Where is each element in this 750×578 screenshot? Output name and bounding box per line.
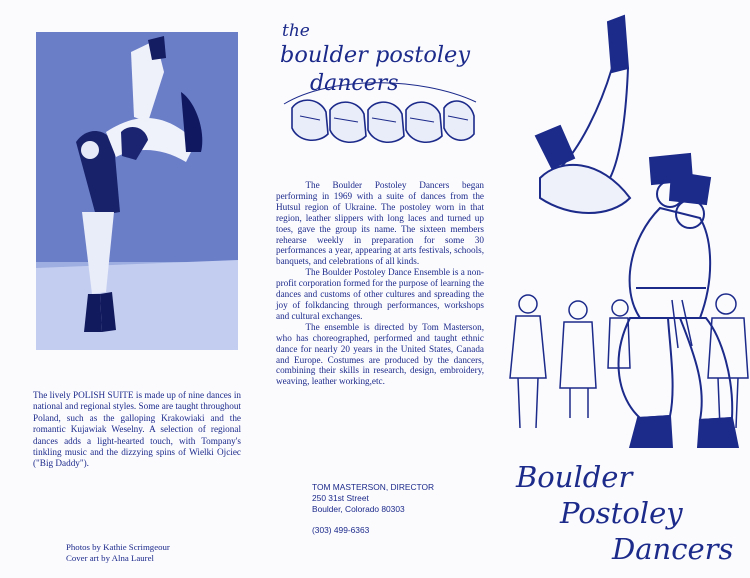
ensemble-logo xyxy=(270,16,480,162)
city-address: Boulder, Colorado 80303 xyxy=(312,504,405,515)
logo-line-1: the xyxy=(282,21,310,41)
cover-title-line-2: Postoley xyxy=(560,496,683,530)
history-paragraph: The Boulder Postoley Dancers began performing in 1969 with a suite of dances from the Hutsul region of Ukraine. The postoley worn in that region, leather slippers with long laces and turned up toes, gave the group its name. The sixteen members rehearse weekly in preparation for some 30 performances a year, appearing at arts festivals, schools, banquets, and celebrations of all kinds. xyxy=(276,180,484,267)
street-address: 250 31st Street xyxy=(312,493,369,504)
cover-title-line-1: Boulder xyxy=(516,460,633,494)
director-name: TOM MASTERSON, DIRECTOR xyxy=(312,482,435,492)
logo-line-3: dancers xyxy=(310,71,399,96)
cover-credit: Cover art by Alna Laurel xyxy=(66,552,154,563)
polish-suite-description: The lively POLISH SUITE is made up of nine dances in national and regional styles. Some are taught throughout Poland, such as the galloping Krakowiaki and the romantic Kujawiak Weselny. A selection of regional dances adds a light-hearted touch, with Tompany's tinkling music and the dizzying spins of Wielki Ojciec ("Big Daddy"). xyxy=(33,390,241,469)
dance-photo xyxy=(36,32,238,350)
contact-address xyxy=(312,482,482,536)
mission-paragraph: The Boulder Postoley Dance Ensemble is a non-profit corporation formed for the purpose of learning the dances and customs of other cultures and spreading the joy of folkdancing through performances, workshops and cultural exchanges. xyxy=(276,267,484,321)
logo-line-2: boulder postoley xyxy=(280,43,471,68)
cover-illustration xyxy=(500,8,750,448)
ensemble-history xyxy=(276,180,484,387)
photo-credit: Photos by Kathie Scrimgeour xyxy=(66,542,170,552)
cover-title-line-3: Dancers xyxy=(612,532,734,566)
cover-title xyxy=(510,456,750,576)
director-paragraph: The ensemble is directed by Tom Masterson, who has choreographed, performed and taught ethnic dance for nearly 20 years in the United States, Canada and Europe. Costumes are produced by the dancers, combining their skills in research, design, embroidery, weaving, leather working,etc. xyxy=(276,321,484,387)
credits xyxy=(66,542,256,563)
phone-number: (303) 499-6363 xyxy=(312,524,370,535)
